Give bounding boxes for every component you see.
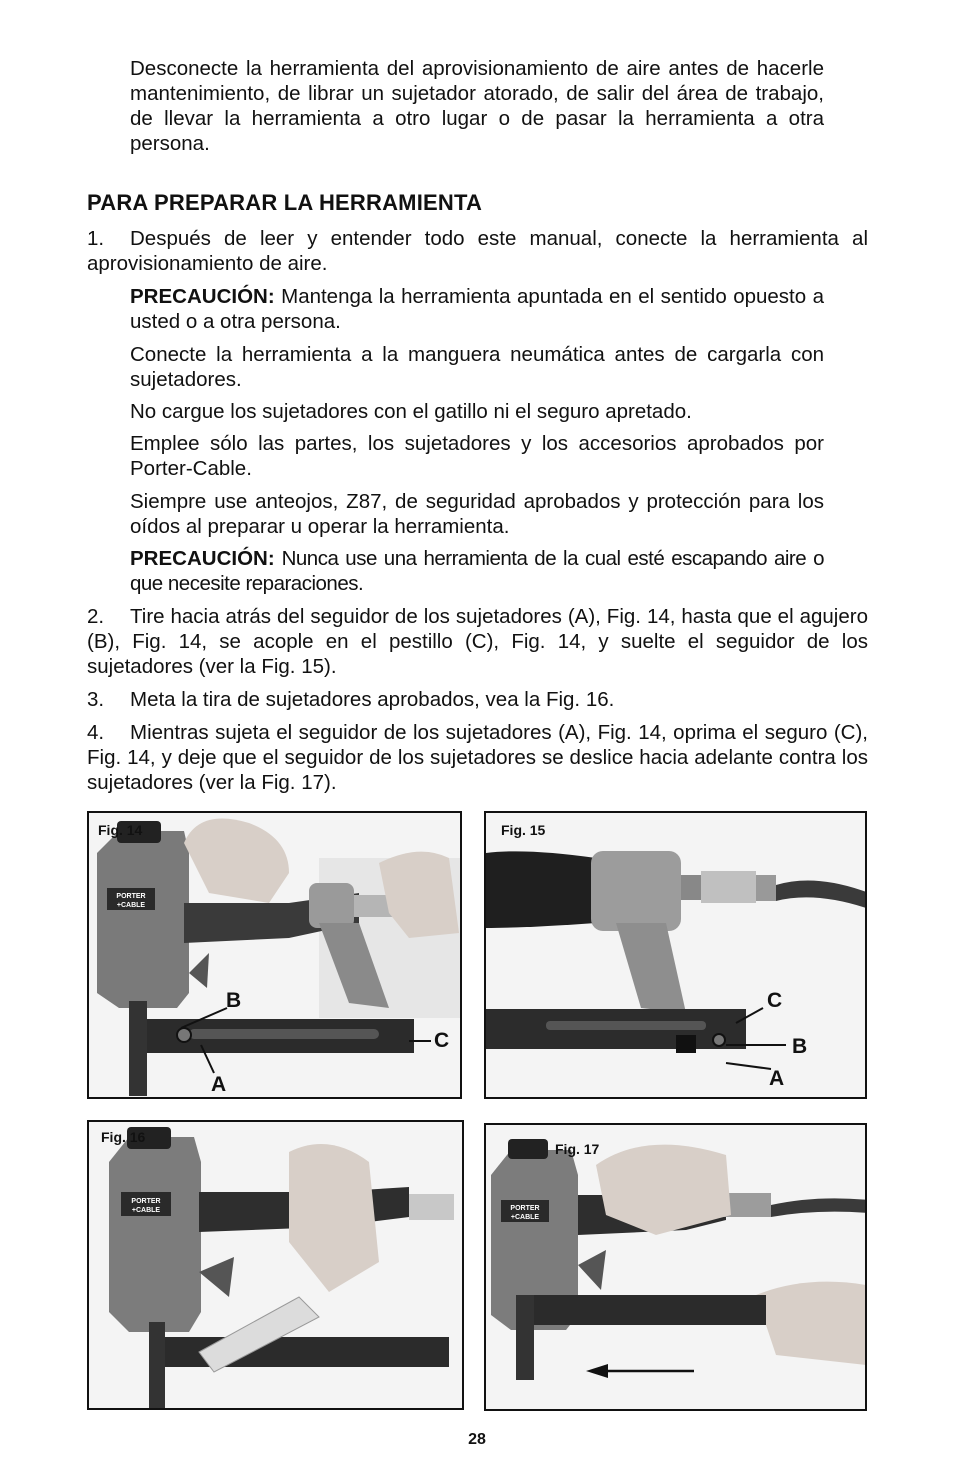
svg-text:+CABLE: +CABLE — [510, 1214, 540, 1221]
step-4-text: Mientras sujeta el seguidor de los sujetadores (A), Fig. 14, oprima el seguro (C), Fig. 14, y deje que el seguidor de los sujetadores se deslice hacia adelante contra los sujetadores (ver la Fig. 17). — [87, 721, 868, 794]
step-4 — [87, 720, 868, 795]
figure-16 — [87, 1120, 464, 1410]
section-title: PARA PREPARAR LA HERRAMIENTA — [87, 190, 483, 215]
figure-16-label: Fig. 16 — [101, 1129, 146, 1145]
figure-14-callout-c: C — [434, 1029, 450, 1052]
figure-15-callout-b: B — [792, 1035, 808, 1058]
page-number: 28 — [468, 1431, 486, 1448]
step-2 — [87, 604, 868, 679]
intro-paragraph: Desconecte la herramienta del aprovisionamiento de aire antes de hacerle mantenimiento, de librar un sujetador atorado, de salir del área de trabajo, de llevar la herramienta a otro lugar o de pasar la herramienta a otra persona. — [130, 57, 824, 155]
figure-17-label: Fig. 17 — [555, 1141, 600, 1157]
caution-1-label: PRECAUCIÓN: — [130, 285, 275, 308]
note-4: Siempre use anteojos, Z87, de seguridad aprobados y protección para los oídos al preparar u operar la herramienta. — [130, 490, 824, 538]
caution-2-label: PRECAUCIÓN: — [130, 547, 275, 570]
caution-1 — [130, 284, 824, 334]
step-1 — [87, 226, 868, 276]
step-1-text: Después de leer y entender todo este manual, conecte la herramienta al aprovisionamiento de aire. — [87, 227, 868, 275]
figure-14-callout-a: A — [211, 1073, 227, 1096]
step-2-text: Tire hacia atrás del seguidor de los sujetadores (A), Fig. 14, hasta que el agujero (B), Fig. 14, se acople en el pestillo (C), Fig. 14, y suelte el seguidor de los sujetadores (ver la Fig. 15). — [87, 605, 868, 678]
note-2: No cargue los sujetadores con el gatillo ni el seguro apretado. — [130, 400, 692, 423]
figure-15-callout-c: C — [767, 989, 783, 1012]
svg-text:+CABLE: +CABLE — [116, 902, 146, 909]
step-4-number: 4. — [87, 721, 105, 744]
caution-2 — [130, 546, 824, 596]
figure-14-label: Fig. 14 — [98, 822, 143, 838]
step-3-text: Meta la tira de sujetadores aprobados, vea la Fig. 16. — [130, 688, 615, 711]
caution-1-text: Mantenga la herramienta apuntada en el sentido opuesto a usted o a otra persona. — [130, 285, 824, 333]
note-3: Emplee sólo las partes, los sujetadores y los accesorios aprobados por Porter-Cable. — [130, 432, 824, 480]
figure-17 — [484, 1123, 867, 1411]
caution-2-text: Nunca use una herramienta de la cual esté escapando aire o que necesite reparaciones. — [130, 547, 824, 595]
svg-text:+CABLE: +CABLE — [131, 1207, 161, 1214]
figure-14-photo — [89, 813, 462, 1099]
figure-15 — [484, 811, 867, 1099]
step-3 — [87, 687, 868, 712]
figure-17-photo — [486, 1125, 867, 1411]
step-2-number: 2. — [87, 605, 105, 628]
svg-text:PORTER: PORTER — [510, 1205, 540, 1212]
figure-14-callout-b: B — [226, 989, 242, 1012]
note-1: Conecte la herramienta a la manguera neumática antes de cargarla con sujetadores. — [130, 343, 824, 391]
figure-15-callout-a: A — [769, 1067, 785, 1090]
figure-14 — [87, 811, 462, 1099]
figure-15-photo — [486, 813, 867, 1099]
figure-15-label: Fig. 15 — [501, 822, 546, 838]
svg-text:PORTER: PORTER — [131, 1198, 161, 1205]
svg-text:PORTER: PORTER — [116, 893, 146, 900]
step-3-number: 3. — [87, 688, 105, 711]
figure-16-photo — [89, 1122, 464, 1410]
step-1-number: 1. — [87, 227, 105, 250]
